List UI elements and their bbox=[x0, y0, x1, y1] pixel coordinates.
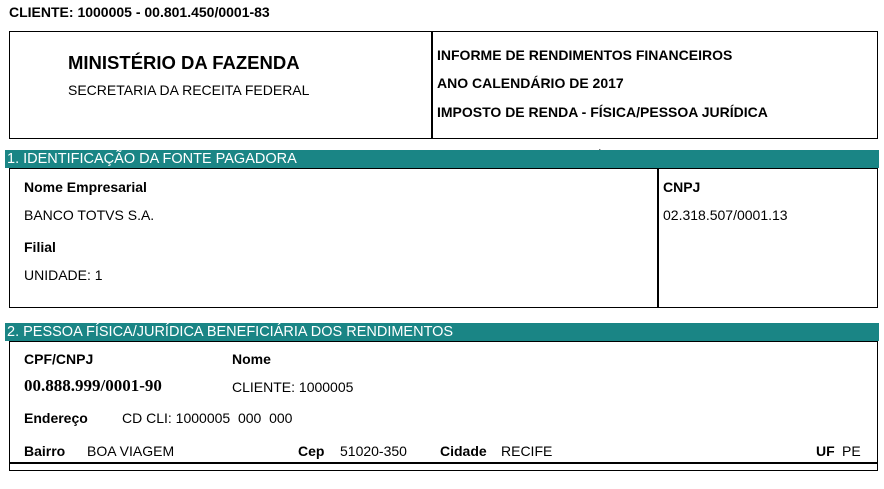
company-name-label: Nome Empresarial bbox=[24, 179, 147, 195]
address-label: Endereço bbox=[24, 410, 88, 426]
cep-value: 51020-350 bbox=[340, 443, 407, 459]
cpf-cnpj-value: 00.888.999/0001-90 bbox=[24, 376, 162, 395]
branch-value: UNIDADE: 1 bbox=[24, 267, 103, 283]
address-value: CD CLI: 1000005 000 000 bbox=[122, 410, 293, 426]
section1-header: 1. IDENTIFICAÇÃO DA FONTE PAGADORA bbox=[5, 150, 879, 168]
branch-label: Filial bbox=[24, 239, 56, 255]
report-title-line1: INFORME DE RENDIMENTOS FINANCEIROS bbox=[437, 47, 733, 63]
report-title-line2: ANO CALENDÁRIO DE 2017 bbox=[437, 75, 624, 91]
client-header: CLIENTE: 1000005 - 00.801.450/0001-83 bbox=[9, 4, 270, 20]
cnpj-value: 02.318.507/0001.13 bbox=[663, 207, 788, 223]
header-divider bbox=[431, 31, 433, 139]
report-title-line3: IMPOSTO DE RENDA - FÍSICA/PESSOA JURÍDICA bbox=[437, 104, 768, 120]
section2-header: 2. PESSOA FÍSICA/JURÍDICA BENEFICIÁRIA DOS RENDIMENTOS bbox=[5, 323, 879, 341]
cpf-cnpj-label: CPF/CNPJ bbox=[24, 351, 94, 367]
section2-bottom-rule bbox=[9, 462, 878, 464]
ministry-title: MINISTÉRIO DA FAZENDA bbox=[68, 52, 300, 73]
secretariat-title: SECRETARIA DA RECEITA FEDERAL bbox=[68, 82, 310, 98]
cep-label: Cep bbox=[298, 443, 325, 459]
section1-divider bbox=[657, 168, 659, 308]
name-value: CLIENTE: 1000005 bbox=[232, 379, 354, 395]
company-name-value: BANCO TOTVS S.A. bbox=[24, 207, 155, 223]
uf-value: PE bbox=[842, 443, 861, 459]
city-value: RECIFE bbox=[501, 443, 553, 459]
district-value: BOA VIAGEM bbox=[87, 443, 175, 459]
name-label: Nome bbox=[232, 351, 271, 367]
uf-label: UF bbox=[816, 443, 835, 459]
city-label: Cidade bbox=[440, 443, 487, 459]
district-label: Bairro bbox=[24, 443, 66, 459]
cnpj-label: CNPJ bbox=[663, 179, 701, 195]
